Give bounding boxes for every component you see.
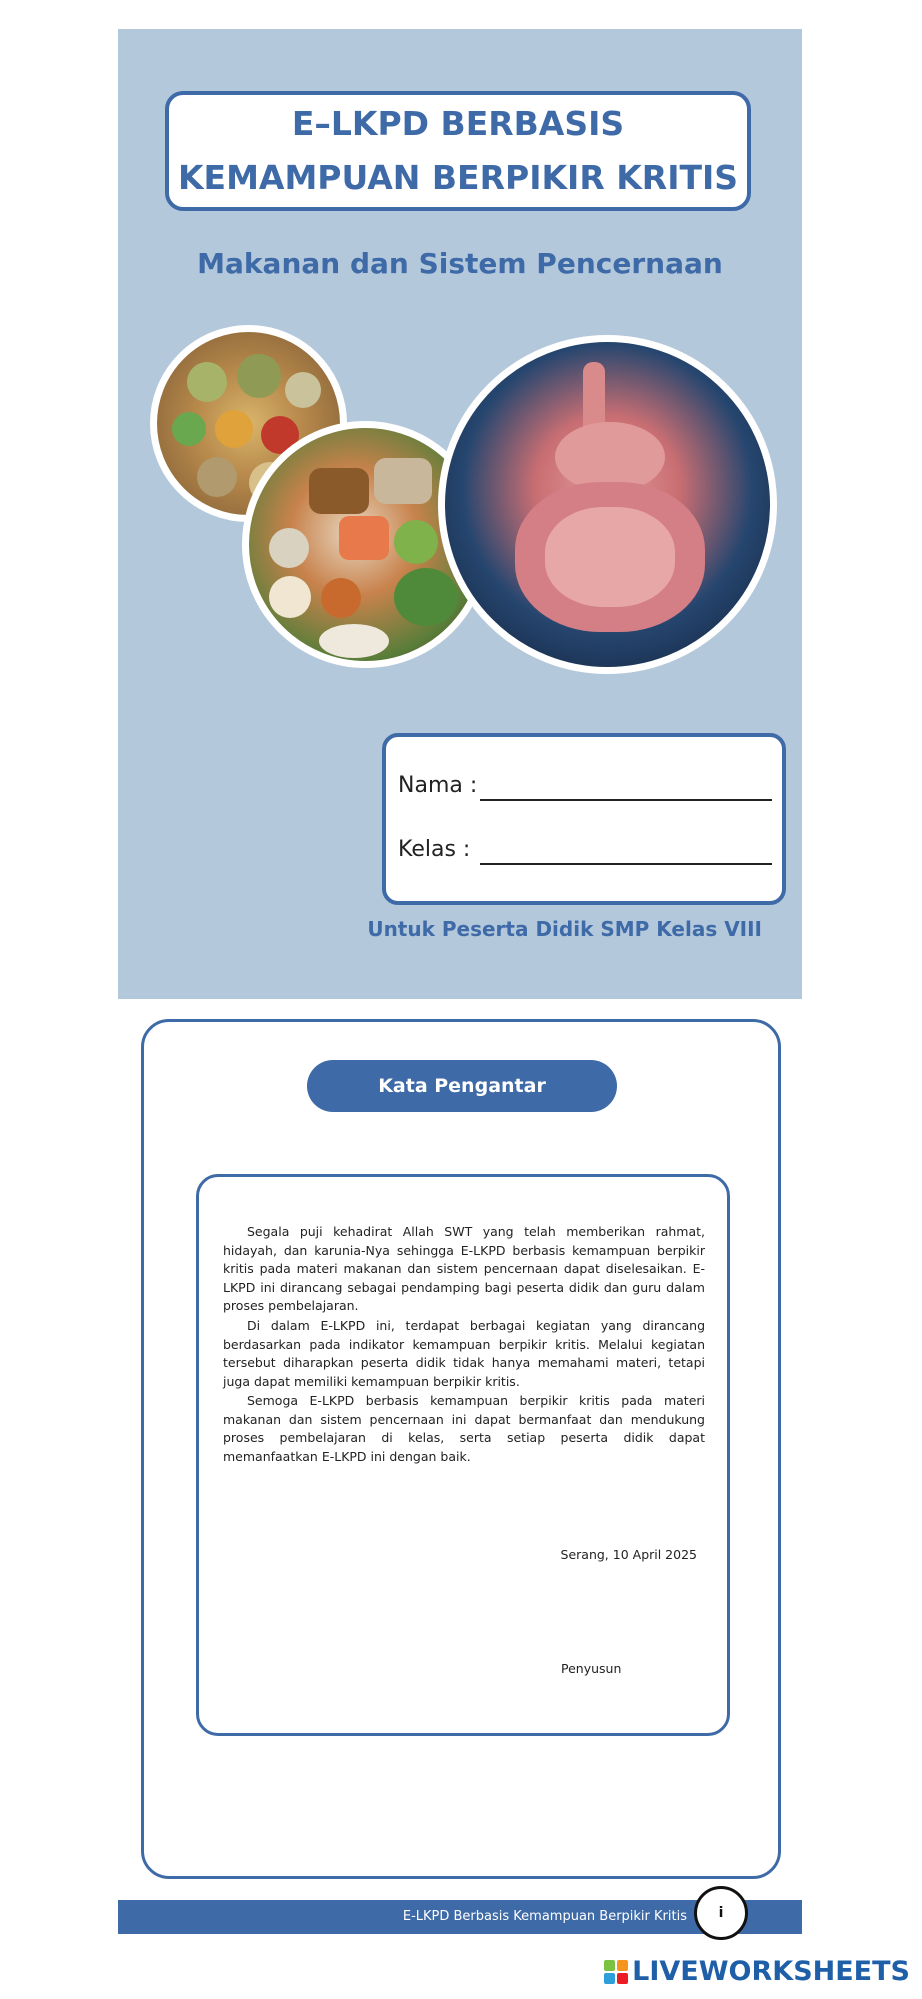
foreword-page [141, 1019, 781, 1879]
cover-title-line-2: KEMAMPUAN BERPIKIR KRITIS [177, 158, 739, 197]
cover-page [118, 29, 802, 999]
foreword-content-box [196, 1174, 730, 1736]
liveworksheets-logo-icon [604, 1960, 628, 1984]
foreword-paragraph-1-text: Segala puji kehadirat Allah SWT yang telah memberikan rahmat, hidayah, dan karunia-Nya sehingga E-LKPD berbasis kemampuan berpikir kritis pada materi makanan dan sistem pencernaan dapat diselesaikan. E-LKPD ini dirancang sebagai pendamping bagi peserta didik dan guru dalam proses pembelajaran. [223, 1224, 705, 1314]
foreword-heading: Kata Pengantar [307, 1060, 617, 1112]
foreword-paragraph-1 [223, 1223, 705, 1316]
foreword-paragraph-2 [223, 1317, 705, 1391]
cover-title-box [165, 91, 751, 211]
brand-name: LIVEWORKSHEETS [632, 1956, 910, 1987]
digestive-system-image [438, 335, 777, 674]
name-label: Nama : [398, 773, 478, 798]
class-label: Kelas : [398, 837, 471, 862]
liveworksheets-brand[interactable] [604, 1956, 910, 1987]
name-field[interactable] [480, 799, 772, 801]
cover-subtitle: Makanan dan Sistem Pencernaan [197, 247, 723, 280]
audience-label: Untuk Peserta Didik SMP Kelas VIII [367, 917, 762, 941]
page-number: i [694, 1886, 748, 1940]
footer-text: E-LKPD Berbasis Kemampuan Berpikir Kritis [402, 1909, 687, 1924]
cover-title-line-1: E–LKPD BERBASIS [291, 104, 625, 143]
foreword-paragraph-2-text: Di dalam E-LKPD ini, terdapat berbagai kegiatan yang dirancang berdasarkan pada indikator kemampuan berpikir kritis. Melalui kegiatan tersebut diharapkan peserta didik tidak hanya memahami materi, tetapi juga dapat memiliki kemampuan berpikir kritis. [223, 1318, 705, 1389]
foreword-date: Serang, 10 April 2025 [560, 1547, 697, 1562]
class-field[interactable] [480, 863, 772, 865]
foreword-paragraph-3-text: Semoga E-LKPD berbasis kemampuan berpikir kritis pada materi makanan dan sistem pencernaan ini dapat bermanfaat dan mendukung proses pembelajaran di kelas, serta setiap peserta didik dapat memanfaatkan E-LKPD ini dengan baik. [223, 1393, 705, 1464]
student-form-box [382, 733, 786, 905]
foreword-author: Penyusun [561, 1661, 622, 1676]
foreword-paragraph-3 [223, 1392, 705, 1466]
